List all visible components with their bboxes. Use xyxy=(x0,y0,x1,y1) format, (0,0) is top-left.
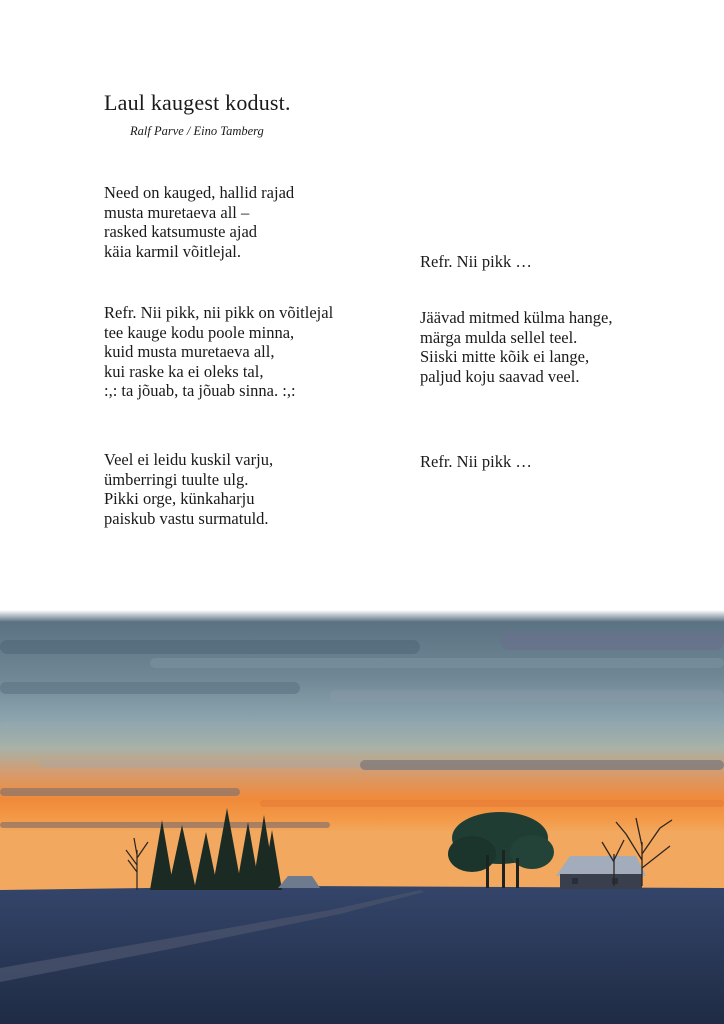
refrain-reference-1 xyxy=(420,252,532,272)
verse-line: tee kauge kodu poole minna, xyxy=(104,322,295,342)
song-title: Laul kaugest kodust. xyxy=(104,90,291,115)
verse-line: Refr. Nii pikk, nii pikk on võitlejal xyxy=(104,303,334,322)
verse-line: paljud koju saavad veel. xyxy=(420,366,580,386)
verse-line: Jäävad mitmed külma hange, xyxy=(420,308,613,327)
verse-line: ümberringi tuulte ulg. xyxy=(104,469,249,489)
verse-line: Pikki orge, künkaharju xyxy=(104,489,255,508)
verse-line: paiskub vastu surmatuld. xyxy=(104,508,269,528)
verse-line: Siiski mitte kõik ei lange, xyxy=(420,347,590,366)
verse-line: märga mulda sellel teel. xyxy=(420,327,578,347)
stanza-1 xyxy=(104,183,294,261)
verse-line: kuid musta muretaeva all, xyxy=(104,342,275,361)
refrain-full xyxy=(104,303,333,401)
verse-line: :,: ta jõuab, ta jõuab sinna. :,: xyxy=(104,381,296,400)
stanza-2 xyxy=(104,450,273,528)
stanza-3 xyxy=(420,308,612,386)
verse-line: kui raske ka ei oleks tal, xyxy=(104,361,264,381)
sunset-landscape-illustration xyxy=(0,610,724,1024)
verse-line: Refr. Nii pikk … xyxy=(420,252,532,271)
verse-line: musta muretaeva all – xyxy=(104,202,250,222)
verse-line: Refr. Nii pikk … xyxy=(420,452,532,471)
refrain-reference-2 xyxy=(420,452,532,472)
verse-line: käia karmil võitlejal. xyxy=(104,241,241,261)
verse-line: Need on kauged, hallid rajad xyxy=(104,183,295,202)
verse-line: Veel ei leidu kuskil varju, xyxy=(104,450,274,469)
verse-line: rasked katsumuste ajad xyxy=(104,222,258,241)
song-authors: Ralf Parve / Eino Tamberg xyxy=(130,124,264,138)
farmhouse xyxy=(556,856,646,889)
